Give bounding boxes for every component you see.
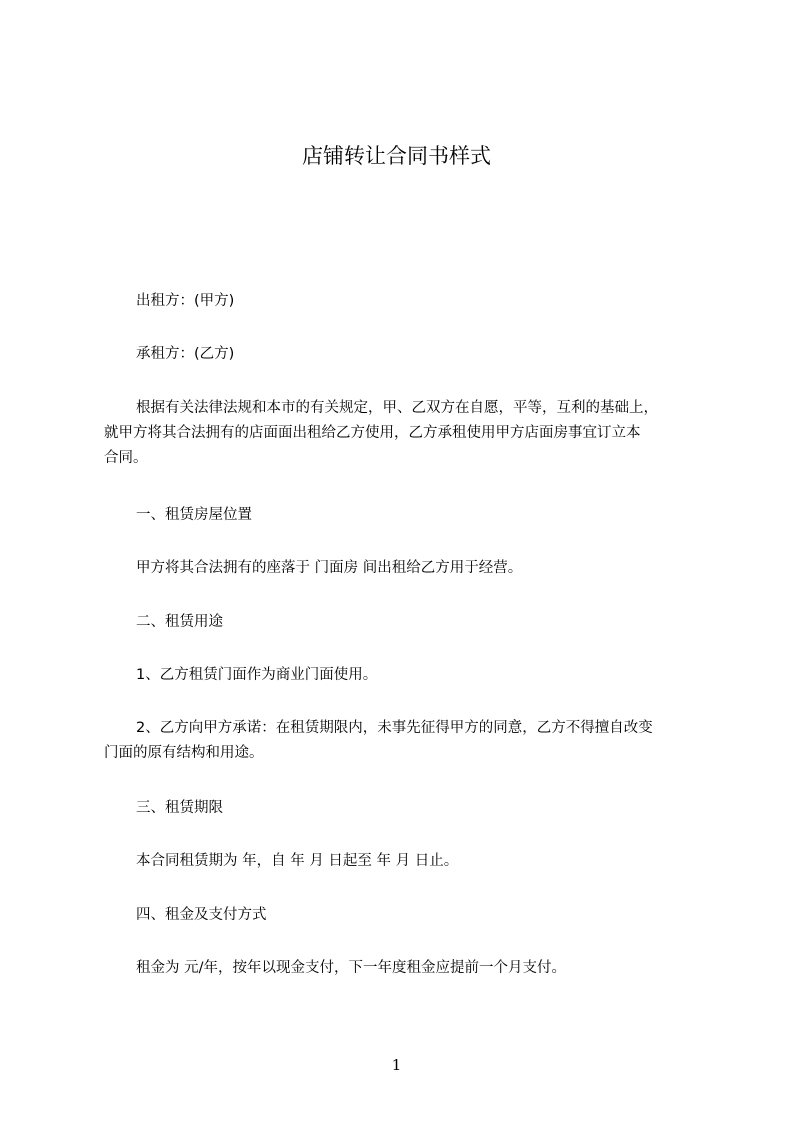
section-2-item-2-line-1: 2、乙方向甲方承诺：在租赁期限内，未事先征得甲方的同意，乙方不得擅自改变 <box>136 720 653 736</box>
section-2-heading: 二、租赁用途 <box>136 614 223 630</box>
section-2-item-2-line-2: 门面的原有结构和用途。 <box>104 745 264 761</box>
page-number: 1 <box>391 1056 402 1074</box>
lessee-line: 承租方：(乙方) <box>136 346 235 362</box>
intro-line-3: 合同。 <box>104 450 148 466</box>
section-1-text: 甲方将其合法拥有的座落于 门面房 间出租给乙方用于经营。 <box>136 560 523 576</box>
section-2-item-1: 1、乙方租赁门面作为商业门面使用。 <box>136 667 378 683</box>
section-4-text: 租金为 元/年，按年以现金支付，下一年度租金应提前一个月支付。 <box>136 960 566 976</box>
lessor-line: 出租方：(甲方) <box>136 293 235 309</box>
section-4-heading: 四、租金及支付方式 <box>136 907 267 923</box>
document-title: 店铺转让合同书样式 <box>302 144 491 168</box>
intro-line-2: 就甲方将其合法拥有的店面面出租给乙方使用，乙方承租使用甲方店面房事宜订立本 <box>104 425 641 441</box>
section-3-text: 本合同租赁期为 年，自 年 月 日起至 年 月 日止。 <box>136 853 459 869</box>
section-1-heading: 一、租赁房屋位置 <box>136 507 252 523</box>
section-3-heading: 三、租赁期限 <box>136 800 223 816</box>
section-2-item-2 <box>104 716 724 766</box>
intro-line-1: 根据有关法律法规和本市的有关规定，甲、乙双方在自愿，平等，互利的基础上， <box>136 400 658 416</box>
intro-paragraph <box>104 396 724 471</box>
